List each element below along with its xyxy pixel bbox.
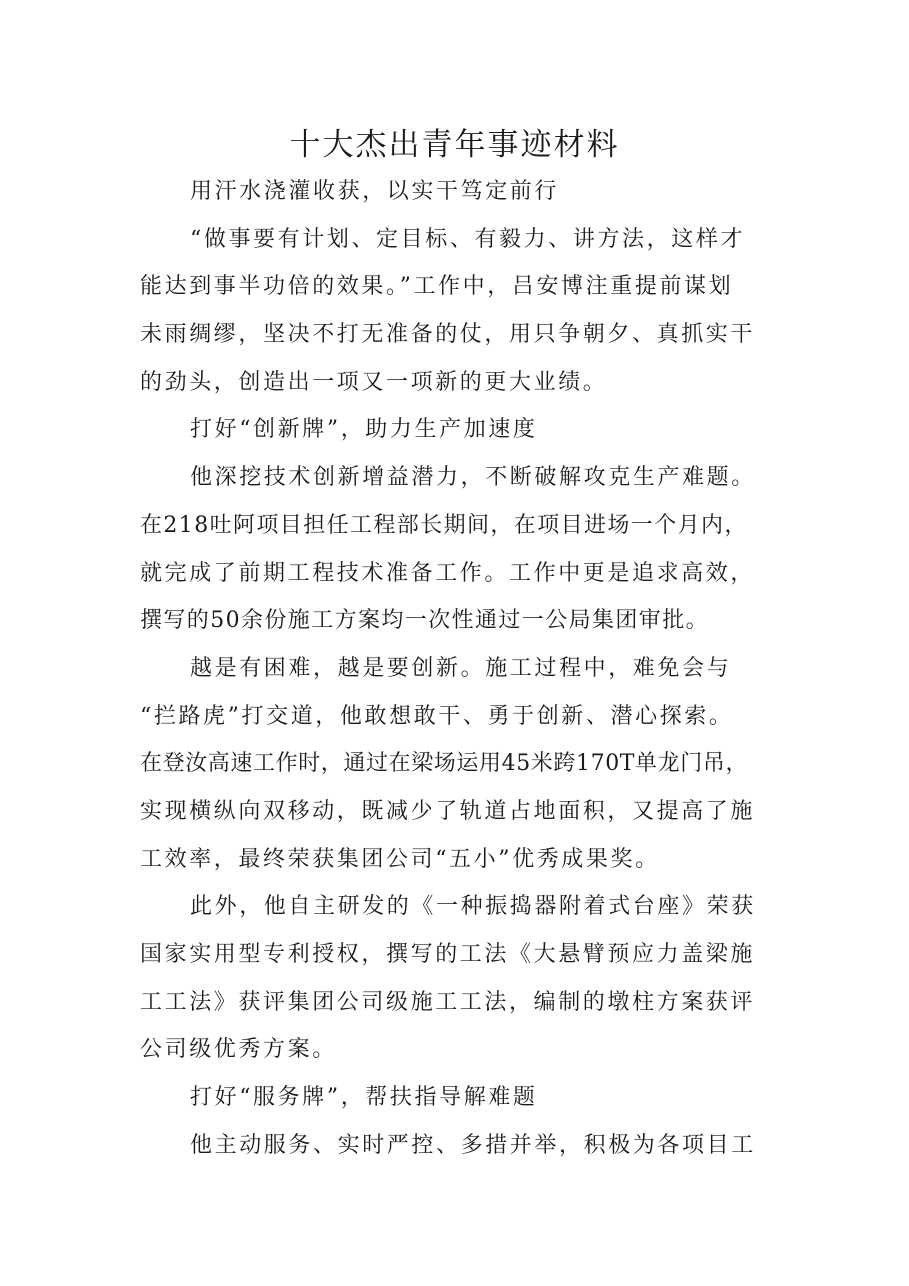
paragraph-line: 在218吐阿项目担任工程部长期间，在项目进场一个月内， — [140, 512, 748, 538]
section-heading-service: 打好“服务牌”，帮扶指导解难题 — [190, 1085, 538, 1111]
paragraph-line: 工效率，最终荣获集团公司“五小”优秀成果奖。 — [140, 846, 660, 872]
paragraph-line: 的劲头，创造出一项又一项新的更大业绩。 — [140, 369, 608, 395]
paragraph-line: 撰写的50余份施工方案均一次性通过一公局集团审批。 — [140, 608, 709, 634]
paragraph-line: 未雨绸缪，坚决不打无准备的仗，用只争朝夕、真抓实干 — [140, 322, 756, 348]
paragraph-line: “做事要有计划、定目标、有毅力、讲方法，这样才 — [190, 226, 746, 252]
paragraph-line: “拦路虎”打交道，他敢想敢干、勇于创新、潜心探索。 — [140, 703, 734, 729]
paragraph-line: 在登汝高速工作时，通过在梁场运用45米跨170T单龙门吊， — [140, 751, 749, 777]
document-title: 十大杰出青年事迹材料 — [289, 127, 620, 163]
section-heading-innovation: 打好“创新牌”，助力生产加速度 — [190, 417, 538, 443]
paragraph-line: 此外，他自主研发的《一种振捣器附着式台座》荣获 — [190, 894, 756, 920]
paragraph-line: 工工法》获评集团公司级施工工法，编制的墩柱方案获评 — [140, 989, 756, 1015]
paragraph-line: 公司级优秀方案。 — [140, 1037, 337, 1063]
paragraph-line: 他主动服务、实时严控、多措并举，积极为各项目工 — [190, 1132, 756, 1158]
document-body — [140, 168, 780, 1169]
paragraph-line: 越是有困难，越是要创新。施工过程中，难免会与 — [190, 655, 732, 681]
section-heading-harvest: 用汗水浇灌收获，以实干笃定前行 — [190, 179, 560, 204]
paragraph-line: 他深挖技术创新增益潜力，不断破解攻克生产难题。 — [190, 465, 756, 491]
paragraph-line: 实现横纵向双移动，既减少了轨道占地面积，又提高了施 — [140, 798, 756, 824]
paragraph-line: 就完成了前期工程技术准备工作。工作中更是追求高效， — [140, 560, 756, 586]
paragraph-line: 国家实用型专利授权，撰写的工法《大悬臂预应力盖梁施 — [140, 942, 756, 967]
paragraph-line: 能达到事半功倍的效果。”工作中，吕安博注重提前谋划 — [140, 274, 734, 300]
